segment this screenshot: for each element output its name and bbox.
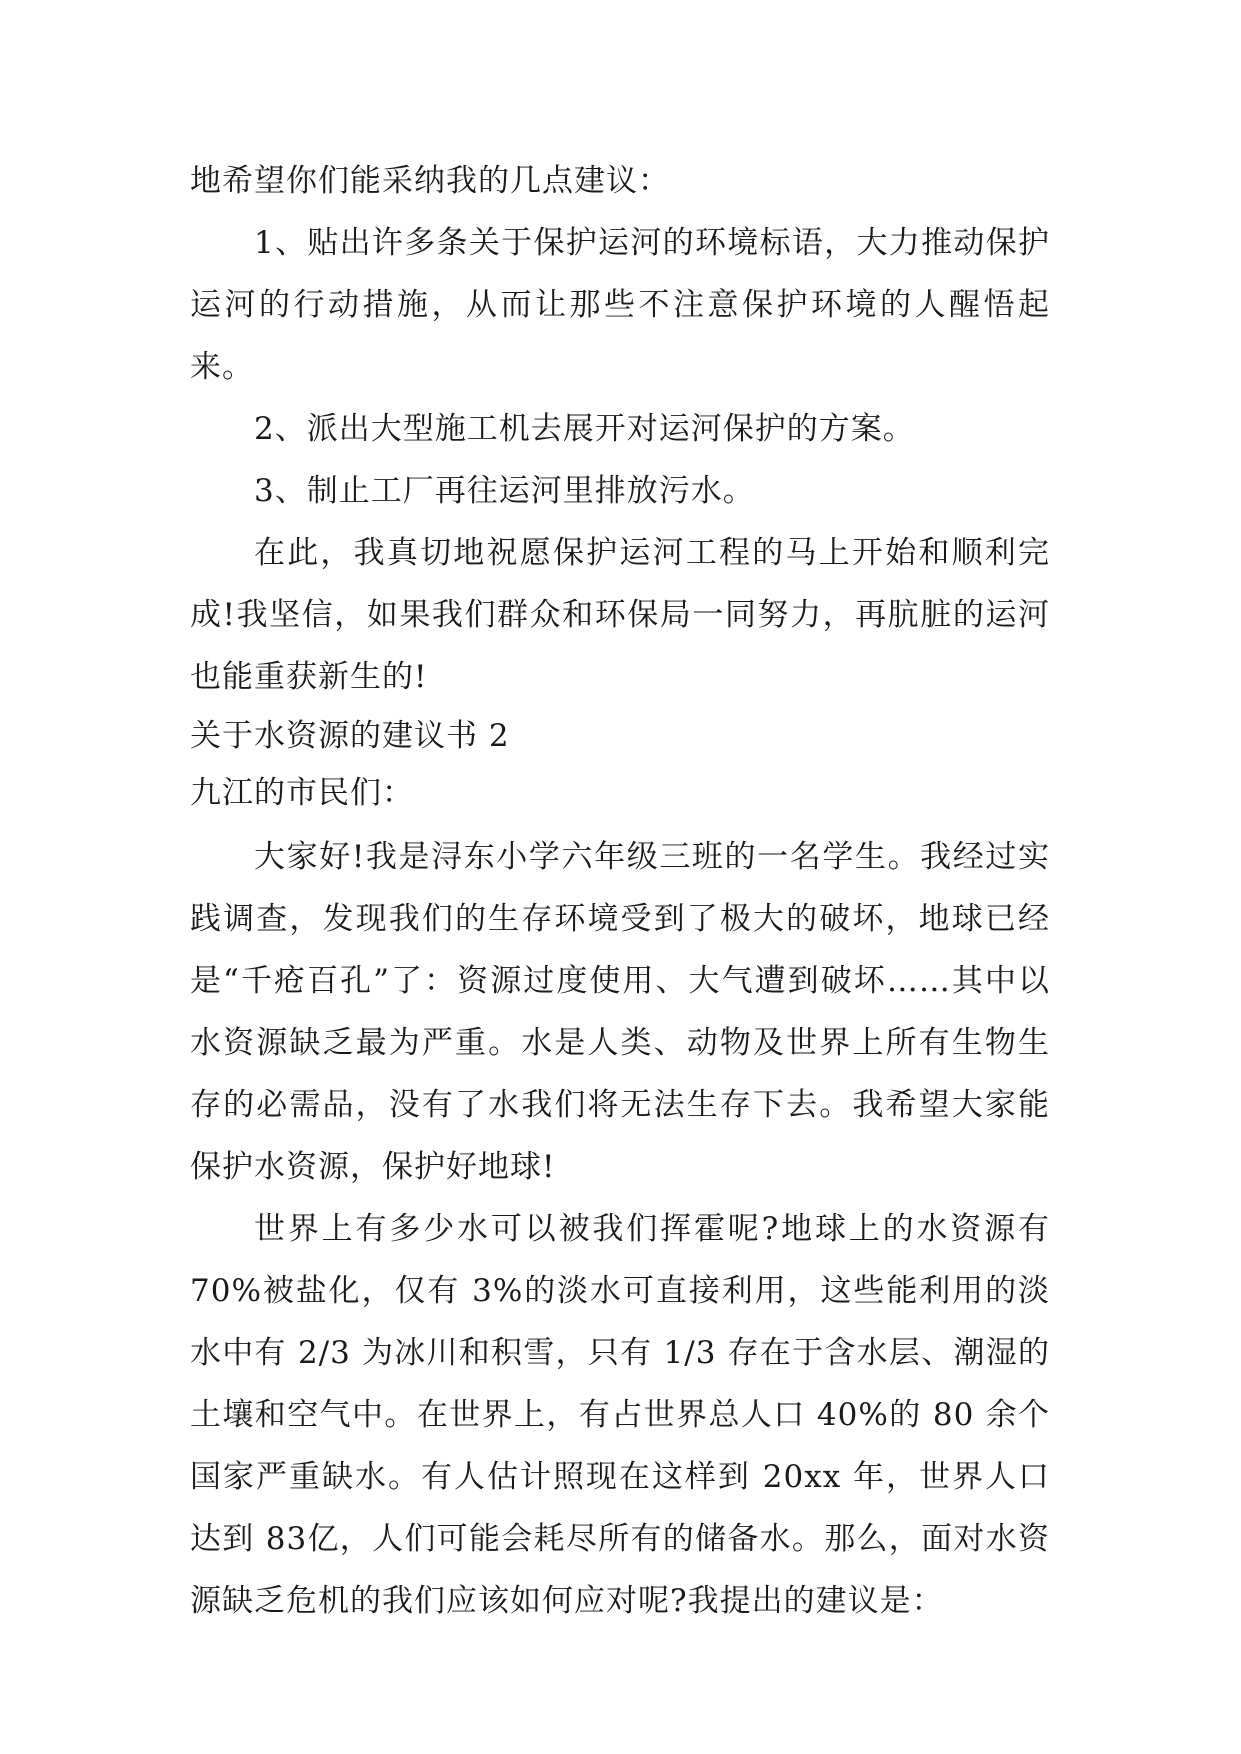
suggestion-1: 1、贴出许多条关于保护运河的环境标语，大力推动保护运河的行动措施，从而让那些不注意保护环境的人醒悟起来。: [190, 225, 1050, 385]
suggestion-2: 2、派出大型施工机去展开对运河保护的方案。: [254, 411, 915, 447]
salutation: 九江的市民们：: [190, 775, 414, 811]
paragraph-intro: 地希望你们能采纳我的几点建议：: [190, 163, 670, 199]
suggestion-3: 3、制止工厂再往运河里排放污水。: [254, 473, 755, 509]
section-title: 关于水资源的建议书 2: [190, 718, 510, 754]
paragraph-greeting: 大家好!我是浔东小学六年级三班的一名学生。我经过实践调查，发现我们的生存环境受到了极大的破坏，地球已经是“千疮百孔”了：资源过度使用、大气遭到破坏……其中以水资源缺乏最为严重。水是人类、动物及世界上所有生物生存的必需品，没有了水我们将无法生存下去。我希望大家能保护水资源，保护好地球!: [190, 839, 1050, 1185]
paragraph-closing: 在此，我真切地祝愿保护运河工程的马上开始和顺利完成!我坚信，如果我们群众和环保局一同努力，再肮脏的运河也能重获新生的!: [190, 535, 1050, 695]
document-page: [190, 150, 1050, 1632]
paragraph-water-facts: 世界上有多少水可以被我们挥霍呢?地球上的水资源有70%被盐化，仅有 3%的淡水可直接利用，这些能利用的淡水中有 2/3 为冰川和积雪，只有 1/3 存在于含水层、潮湿的土壤和空气中。在世界上，有占世界总人口 40%的 80 余个国家严重缺水。有人估计照现在这样到 20xx 年，世界人口达到 83亿，人们可能会耗尽所有的储备水。那么，面对水资源缺乏危机的我们应该如何应对呢?我提出的建议是：: [190, 1211, 1050, 1619]
